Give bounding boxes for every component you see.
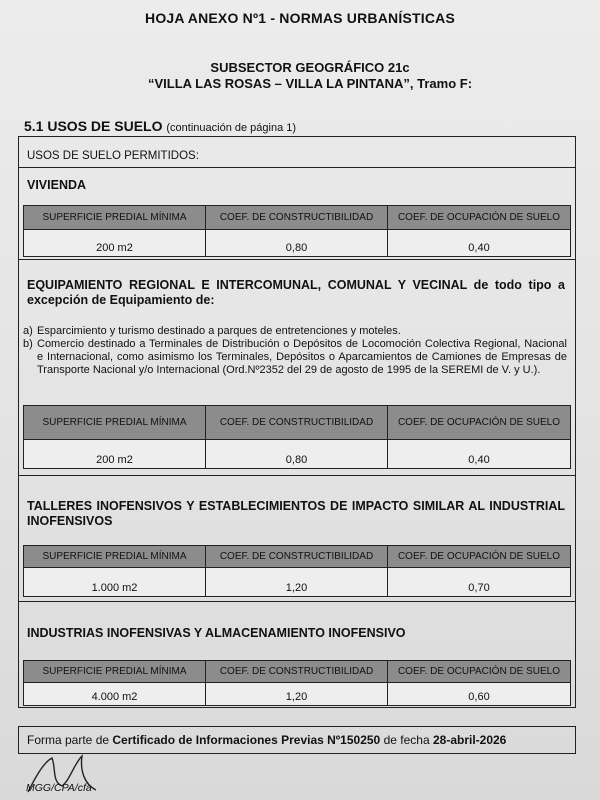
col-header-superficie: SUPERFICIE PREDIAL MÍNIMA (24, 406, 206, 440)
col-header-constructibilidad: COEF. DE CONSTRUCTIBILIDAD (206, 406, 388, 440)
equipamiento-table (23, 405, 571, 469)
certificate-number: Certificado de Informaciones Previas Nº150250 (112, 733, 381, 747)
vivienda-superficie: 200 m2 (24, 230, 206, 256)
divider (19, 475, 575, 476)
talleres-heading: TALLERES INOFENSIVOS Y ESTABLECIMIENTOS DE IMPACTO SIMILAR AL INDUSTRIAL INOFENSIVOS (27, 499, 565, 528)
list-marker: b) (23, 338, 33, 350)
col-header-constructibilidad: COEF. DE CONSTRUCTIBILIDAD (206, 546, 388, 568)
permitidos-label: USOS DE SUELO PERMITIDOS: (27, 150, 199, 162)
industrias-table (23, 660, 571, 706)
divider (19, 259, 575, 260)
talleres-ocupacion: 0,70 (388, 568, 570, 596)
col-header-superficie: SUPERFICIE PREDIAL MÍNIMA (24, 206, 206, 230)
tramo-title: “VILLA LAS ROSAS – VILLA LA PINTANA”, Tramo F: (147, 76, 473, 91)
list-text: Esparcimiento y turismo destinado a parques de entretenciones y moteles. (37, 325, 401, 337)
col-header-constructibilidad: COEF. DE CONSTRUCTIBILIDAD (206, 206, 388, 230)
section-title (24, 118, 296, 134)
talleres-table (23, 545, 571, 597)
section-continuation: (continuación de página 1) (166, 122, 297, 134)
list-item (23, 325, 567, 338)
vivienda-constructibilidad: 0,80 (206, 230, 388, 256)
list-item (23, 338, 567, 377)
subsector-title: SUBSECTOR GEOGRÁFICO 21c (210, 60, 410, 75)
col-header-ocupacion: COEF. DE OCUPACIÓN DE SUELO (388, 546, 570, 568)
list-marker: a) (23, 325, 33, 337)
col-header-ocupacion: COEF. DE OCUPACIÓN DE SUELO (388, 406, 570, 440)
industrias-superficie: 4.000 m2 (24, 683, 206, 705)
talleres-superficie: 1.000 m2 (24, 568, 206, 596)
col-header-superficie: SUPERFICIE PREDIAL MÍNIMA (24, 546, 206, 568)
usos-suelo-frame (18, 136, 576, 708)
divider (19, 167, 575, 168)
vivienda-table (23, 205, 571, 257)
vivienda-heading: VIVIENDA (27, 178, 87, 192)
equipamiento-ocupacion: 0,40 (388, 440, 570, 468)
vivienda-ocupacion: 0,40 (388, 230, 570, 256)
col-header-ocupacion: COEF. DE OCUPACIÓN DE SUELO (388, 661, 570, 683)
document-initials: MGG/CPA/cfa (26, 782, 92, 794)
industrias-ocupacion: 0,60 (388, 683, 570, 705)
col-header-constructibilidad: COEF. DE CONSTRUCTIBILIDAD (206, 661, 388, 683)
talleres-constructibilidad: 1,20 (206, 568, 388, 596)
col-header-superficie: SUPERFICIE PREDIAL MÍNIMA (24, 661, 206, 683)
footer-prefix: Forma parte de (27, 733, 110, 747)
industrias-constructibilidad: 1,20 (206, 683, 388, 705)
footer-middle: de fecha (383, 733, 430, 747)
divider (19, 601, 575, 602)
list-text: Comercio destinado a Terminales de Distribución o Depósitos de Locomoción Colectiva Regional, Nacional e Internacional, como asimismo los Terminales, Depósitos o Aparcamientos de Camiones de Empresas de Transporte Nacional y/o Internacional (Ord.Nº2352 del 29 de agosto de 1995 de la SEREMI de V. y U.). (37, 338, 567, 376)
col-header-ocupacion: COEF. DE OCUPACIÓN DE SUELO (388, 206, 570, 230)
certificate-date: 28-abril-2026 (432, 733, 507, 747)
certificate-footer (18, 726, 576, 754)
equipamiento-heading: EQUIPAMIENTO REGIONAL E INTERCOMUNAL, COMUNAL Y VECINAL de todo tipo a excepción de Equipamiento de: (27, 278, 565, 307)
equipamiento-constructibilidad: 0,80 (206, 440, 388, 468)
industrias-heading: INDUSTRIAS INOFENSIVAS Y ALMACENAMIENTO INOFENSIVO (27, 626, 406, 640)
equipamiento-superficie: 200 m2 (24, 440, 206, 468)
document-title: HOJA ANEXO Nº1 - NORMAS URBANÍSTICAS (145, 10, 455, 26)
section-title-text: 5.1 USOS DE SUELO (24, 118, 163, 134)
